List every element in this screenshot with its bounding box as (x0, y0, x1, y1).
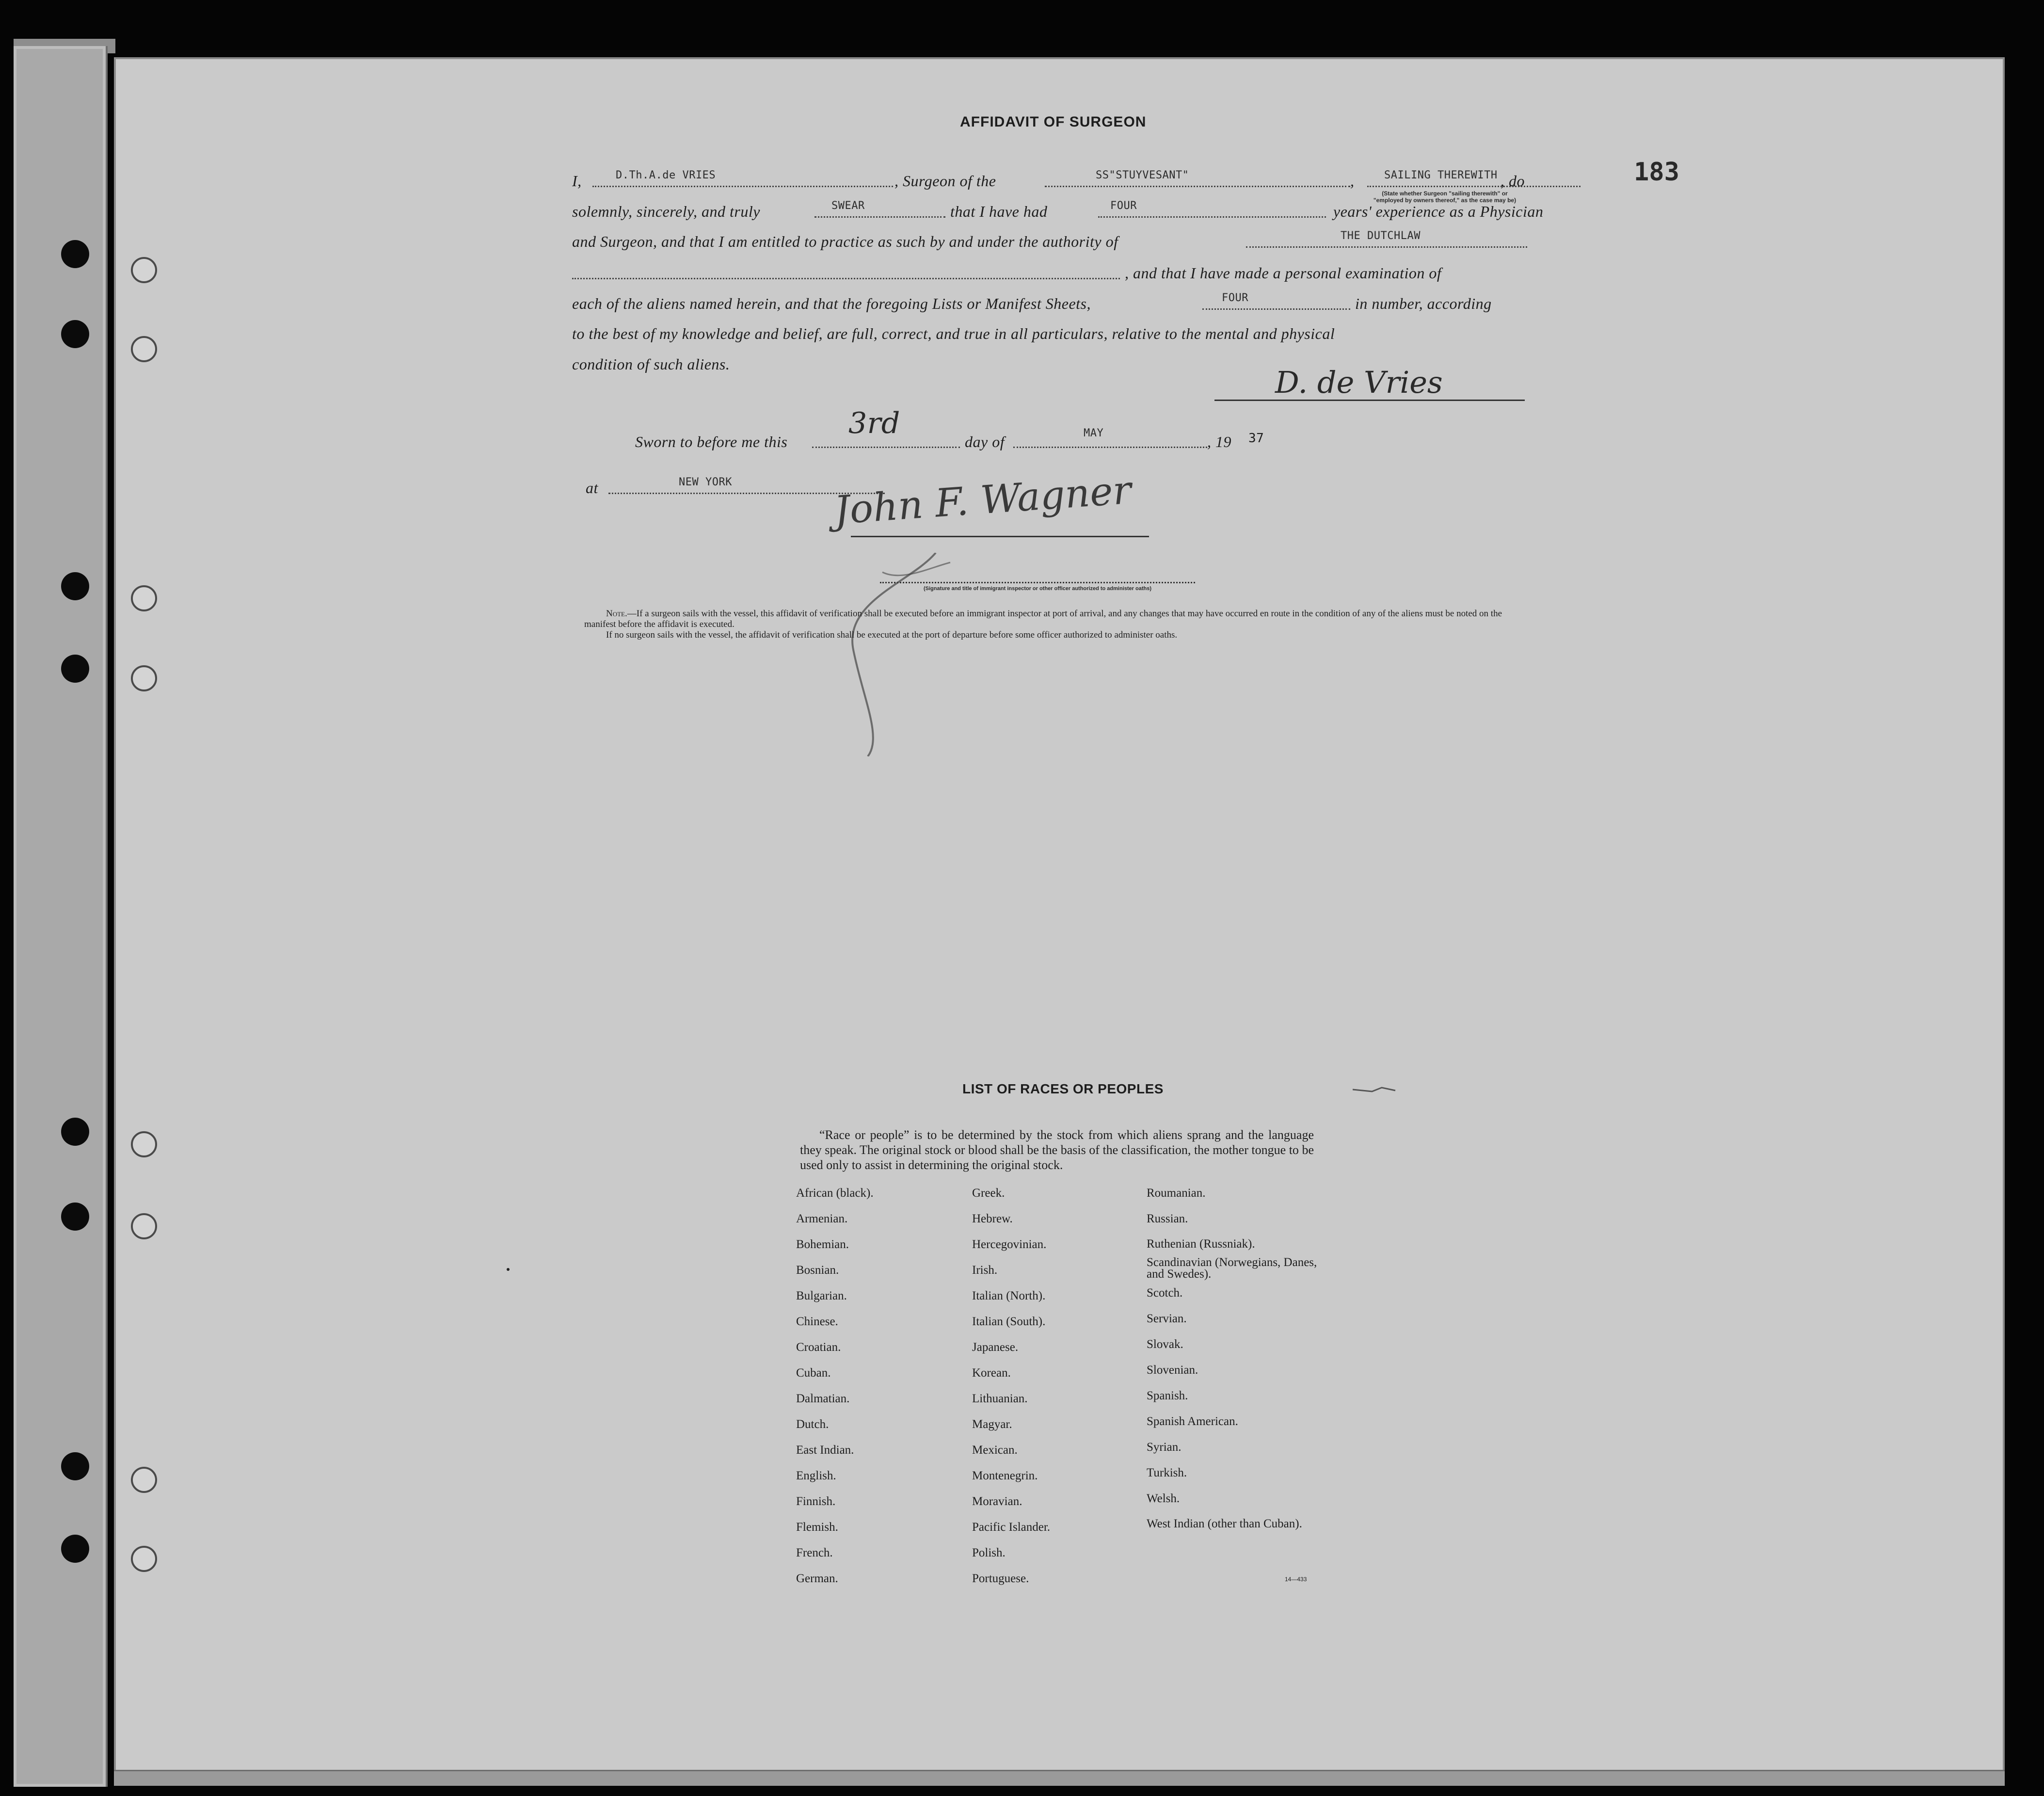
examination-text: , and that I have made a personal examination of (1125, 264, 1442, 282)
punch-hole (61, 1535, 89, 1563)
reinforcement-ring (131, 1131, 157, 1157)
signature-flourish (824, 553, 979, 756)
experience-tail-text: years' experience as a Physician (1333, 203, 1544, 220)
inspector-caption: (Signature and title of immigrant inspector or other officer authorized to administer oaths) (924, 586, 1151, 592)
race-item: Hercegovinian. (972, 1238, 1047, 1251)
inspector-signature: John F. Wagner (832, 467, 1133, 533)
authority-value: THE DUTCHLAW (1341, 230, 1421, 242)
inspector-signature-line (851, 536, 1149, 537)
race-item: Slovenian. (1147, 1363, 1198, 1377)
race-item: Armenian. (796, 1212, 848, 1225)
affidavit-line-5 (572, 292, 1527, 319)
year-value: 37 (1248, 431, 1264, 446)
sheets-lead-text: each of the aliens named herein, and that the foregoing Lists or Manifest Sheets, (572, 295, 1091, 312)
race-item: Lithuanian. (972, 1392, 1028, 1405)
reinforcement-ring (131, 585, 157, 611)
race-item: Korean. (972, 1366, 1011, 1379)
punch-hole (61, 240, 89, 268)
races-column-3 (1147, 1187, 1331, 1537)
paper-speck (507, 1268, 510, 1271)
punch-hole (61, 1118, 89, 1146)
binder-strip (14, 46, 108, 1787)
punch-hole (61, 1203, 89, 1231)
at-label: at (586, 479, 598, 497)
race-item: Chinese. (796, 1315, 838, 1328)
years-blank (1098, 216, 1326, 218)
affidavit-line-6 (572, 325, 1527, 349)
note-paragraph-2: If no surgeon sails with the vessel, the affidavit of verification shall be executed at the port of departure before some officer authorized to administer oaths. (606, 630, 1178, 640)
reinforcement-ring (131, 257, 157, 283)
race-item: Japanese. (972, 1341, 1019, 1354)
authority-continuation-blank (572, 278, 1120, 279)
race-item: Italian (North). (972, 1289, 1046, 1302)
month-blank (1013, 447, 1207, 448)
race-item: Scotch. (1147, 1286, 1183, 1299)
races-column-1 (796, 1187, 971, 1598)
sheets-value: FOUR (1222, 292, 1248, 304)
race-item: Hebrew. (972, 1212, 1013, 1225)
day-value: 3rd (848, 406, 900, 440)
race-item: Moravian. (972, 1495, 1022, 1508)
surgeon-name-value: D.Th.A.de VRIES (616, 169, 716, 181)
page-bottom-edge (114, 1770, 2005, 1786)
race-item: Polish. (972, 1546, 1006, 1559)
races-list-title: LIST OF RACES OR PEOPLES (962, 1081, 1164, 1096)
note-label: Note. (606, 609, 627, 619)
paper-mark (1353, 1079, 1396, 1098)
race-item: Ruthenian (Russniak). (1147, 1237, 1255, 1251)
race-item: Bosnian. (796, 1264, 839, 1277)
race-item: Finnish. (796, 1495, 836, 1508)
race-item: Bohemian. (796, 1238, 849, 1251)
races-column-2 (972, 1187, 1147, 1598)
form-code: 14—433 (1285, 1576, 1307, 1583)
affidavit-title: AFFIDAVIT OF SURGEON (960, 114, 1147, 130)
reinforcement-ring (131, 336, 157, 362)
comma: , (1350, 172, 1355, 190)
race-item: Spanish. (1147, 1389, 1188, 1402)
sworn-line (635, 406, 1362, 457)
authority-blank (1246, 246, 1527, 248)
reinforcement-ring (131, 1546, 157, 1572)
day-of-label: day of (965, 433, 1005, 450)
race-item: Italian (South). (972, 1315, 1046, 1328)
sheets-tail-text: in number, according (1355, 295, 1492, 312)
status-value: SAILING THEREWITH (1384, 169, 1498, 181)
pronoun-i: I, (572, 172, 582, 190)
race-item: Slovak. (1147, 1338, 1183, 1351)
race-item: Scandinavian (Norwegians, Danes, and Swedes). (1147, 1256, 1317, 1281)
reinforcement-ring (131, 665, 157, 691)
affidavit-line-3 (572, 230, 1527, 257)
vessel-value: SS"STUYVESANT" (1096, 169, 1189, 181)
surgeon-signature-line (1214, 400, 1525, 401)
race-item: Spanish American. (1147, 1415, 1238, 1428)
oath-blank (814, 216, 945, 218)
punch-hole (61, 572, 89, 600)
place-value: NEW YORK (679, 476, 732, 488)
oath-value: SWEAR (831, 200, 865, 212)
race-item: Montenegrin. (972, 1469, 1038, 1482)
surgeon-name-blank (592, 186, 893, 187)
race-item: Russian. (1147, 1212, 1188, 1225)
reinforcement-ring (131, 1213, 157, 1239)
years-value: FOUR (1110, 200, 1137, 212)
race-item: Dutch. (796, 1418, 829, 1431)
year-prefix: , 19 (1207, 433, 1231, 450)
oath-lead-text: solemnly, sincerely, and truly (572, 203, 760, 220)
race-item: Servian. (1147, 1312, 1187, 1325)
races-intro: “Race or people” is to be determined by the stock from which aliens sprang and the language they speak. The original stock or blood shall be the basis of the classification, the mother tongue to be used only to assist in determining the original stock. (800, 1128, 1314, 1172)
status-blank (1367, 186, 1581, 187)
punch-hole (61, 655, 89, 683)
status-instructions: (State whether Surgeon "sailing therewith" or "employed by owners thereof," as the case may be) (1373, 190, 1517, 204)
surgeon-signature: D. de Vries (1275, 365, 1443, 400)
race-item: Roumanian. (1147, 1187, 1206, 1200)
condition-text: condition of such aliens. (572, 355, 730, 373)
sworn-lead-text: Sworn to before me this (635, 433, 788, 450)
race-item: Turkish. (1147, 1466, 1187, 1479)
surgeon-of-label: , Surgeon of the (894, 172, 996, 190)
race-item: East Indian. (796, 1443, 854, 1457)
page-number: 183 (1634, 158, 1679, 187)
race-item: Croatian. (796, 1341, 841, 1354)
reinforcement-ring (131, 1467, 157, 1493)
race-item: Welsh. (1147, 1492, 1180, 1505)
race-item: French. (796, 1546, 833, 1559)
race-item: African (black). (796, 1187, 874, 1200)
punch-hole (61, 320, 89, 348)
affidavit-line-4 (572, 264, 1527, 289)
belief-text: to the best of my knowledge and belief, are full, correct, and true in all particulars, relative to the mental and physical (572, 325, 1335, 342)
vessel-blank (1045, 186, 1350, 187)
experience-lead-text: that I have had (950, 203, 1048, 220)
race-item: Magyar. (972, 1418, 1012, 1431)
do-label: , do (1501, 172, 1525, 190)
sheets-blank (1202, 308, 1350, 310)
race-item: Greek. (972, 1187, 1005, 1200)
race-item: Mexican. (972, 1443, 1018, 1457)
race-item: Flemish. (796, 1521, 838, 1534)
punch-hole (61, 1452, 89, 1480)
affidavit-note (584, 609, 1525, 641)
race-item: English. (796, 1469, 836, 1482)
race-item: Bulgarian. (796, 1289, 847, 1302)
race-item: German. (796, 1572, 838, 1585)
race-item: Pacific Islander. (972, 1521, 1051, 1534)
month-value: MAY (1084, 427, 1104, 439)
day-blank (812, 447, 960, 448)
race-item: Portuguese. (972, 1572, 1029, 1585)
authority-lead-text: and Surgeon, and that I am entitled to practice as such by and under the authority of (572, 233, 1118, 250)
race-item: Cuban. (796, 1366, 831, 1379)
race-item: West Indian (other than Cuban). (1147, 1517, 1302, 1530)
race-item: Dalmatian. (796, 1392, 850, 1405)
race-item: Irish. (972, 1264, 998, 1277)
note-paragraph-1: —If a surgeon sails with the vessel, this affidavit of verification shall be executed before an immigrant inspector at port of arrival, and any changes that may have occurred en route in the condition of any of the aliens must be noted on the manifest before the affidavit is executed. (584, 609, 1502, 629)
affidavit-line-2 (572, 200, 1544, 227)
race-item: Syrian. (1147, 1441, 1182, 1454)
